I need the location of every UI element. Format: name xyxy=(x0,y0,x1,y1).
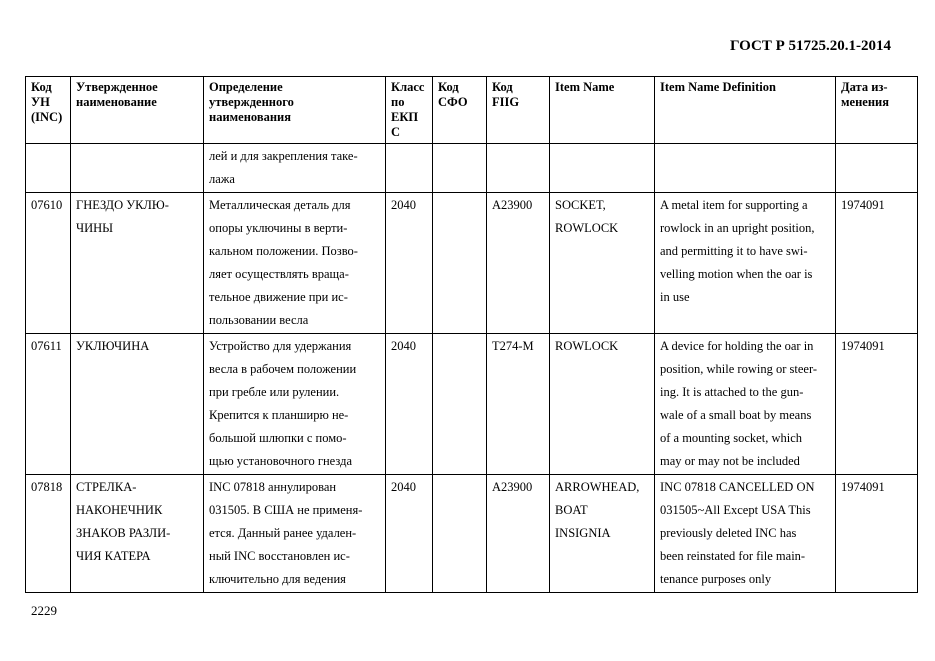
cell-date: 1974091 xyxy=(836,193,918,334)
cell-inc: 07610 xyxy=(26,193,71,334)
cell-class: 2040 xyxy=(386,334,433,475)
col-header-change-date: Дата из- менения xyxy=(836,77,918,144)
col-header-class: Класс по ЕКП С xyxy=(386,77,433,144)
cell-item-definition: A device for holding the oar in position, while rowing or steer- ing. It is attached to the gun- wale of a small boat by means of a mounting socket, which may or may not be included xyxy=(655,334,836,475)
cell-date: 1974091 xyxy=(836,334,918,475)
cell-name: УКЛЮЧИНА xyxy=(71,334,204,475)
cell-inc xyxy=(26,144,71,193)
cell-item-definition: INC 07818 CANCELLED ON 031505~All Except USA This previously deleted INC has been reinstated for file main- tenance purposes only xyxy=(655,475,836,593)
col-header-fiig: Код FIIG xyxy=(487,77,550,144)
inc-table xyxy=(25,76,918,593)
col-header-item-name-definition: Item Name Definition xyxy=(655,77,836,144)
cell-fiig: A23900 xyxy=(487,475,550,593)
header-row xyxy=(26,77,918,144)
cell-date xyxy=(836,144,918,193)
col-header-definition: Определение утвержденного наименования xyxy=(204,77,386,144)
cell-class: 2040 xyxy=(386,475,433,593)
cell-item-definition xyxy=(655,144,836,193)
cell-inc: 07611 xyxy=(26,334,71,475)
cell-sfo xyxy=(433,193,487,334)
cell-item-definition: A metal item for supporting a rowlock in an upright position, and permitting it to have swi- velling motion when the oar is in use xyxy=(655,193,836,334)
cell-name xyxy=(71,144,204,193)
cell-definition: Металлическая деталь для опоры уключины в верти- кальном положении. Позво- ляет осуществлять враща- тельное движение при ис- пользовании весла xyxy=(204,193,386,334)
cell-definition: Устройство для удержания весла в рабочем положении при гребле или рулении. Крепится к планширю не- большой шлюпки с помо- щью установочного гнезда xyxy=(204,334,386,475)
col-header-item-name: Item Name xyxy=(550,77,655,144)
col-header-sfo: Код СФО xyxy=(433,77,487,144)
cell-item-name: ROWLOCK xyxy=(550,334,655,475)
cell-fiig: A23900 xyxy=(487,193,550,334)
cell-class: 2040 xyxy=(386,193,433,334)
cell-sfo xyxy=(433,475,487,593)
cell-item-name: SOCKET, ROWLOCK xyxy=(550,193,655,334)
cell-fiig: T274-M xyxy=(487,334,550,475)
table-row xyxy=(26,334,918,475)
cell-name: СТРЕЛКА- НАКОНЕЧНИК ЗНАКОВ РАЗЛИ- ЧИЯ КАТЕРА xyxy=(71,475,204,593)
cell-date: 1974091 xyxy=(836,475,918,593)
cell-item-name xyxy=(550,144,655,193)
cell-sfo xyxy=(433,334,487,475)
cell-inc: 07818 xyxy=(26,475,71,593)
continuation-row xyxy=(26,144,918,193)
cell-fiig xyxy=(487,144,550,193)
cell-class xyxy=(386,144,433,193)
cell-definition: INC 07818 аннулирован 031505. В США не применя- ется. Данный ранее удален- ный INC восстановлен ис- ключительно для ведения xyxy=(204,475,386,593)
col-header-approved-name: Утвержденное наименование xyxy=(71,77,204,144)
cell-item-name: ARROWHEAD, BOAT INSIGNIA xyxy=(550,475,655,593)
document-header: ГОСТ Р 51725.20.1-2014 xyxy=(729,38,891,54)
col-header-inc: Код УН (INC) xyxy=(26,77,71,144)
cell-name: ГНЕЗДО УКЛЮ- ЧИНЫ xyxy=(71,193,204,334)
table-row xyxy=(26,193,918,334)
table-row xyxy=(26,475,918,593)
cell-definition: лей и для закрепления таке- лажа xyxy=(204,144,386,193)
cell-sfo xyxy=(433,144,487,193)
page-number: 2229 xyxy=(31,603,57,618)
